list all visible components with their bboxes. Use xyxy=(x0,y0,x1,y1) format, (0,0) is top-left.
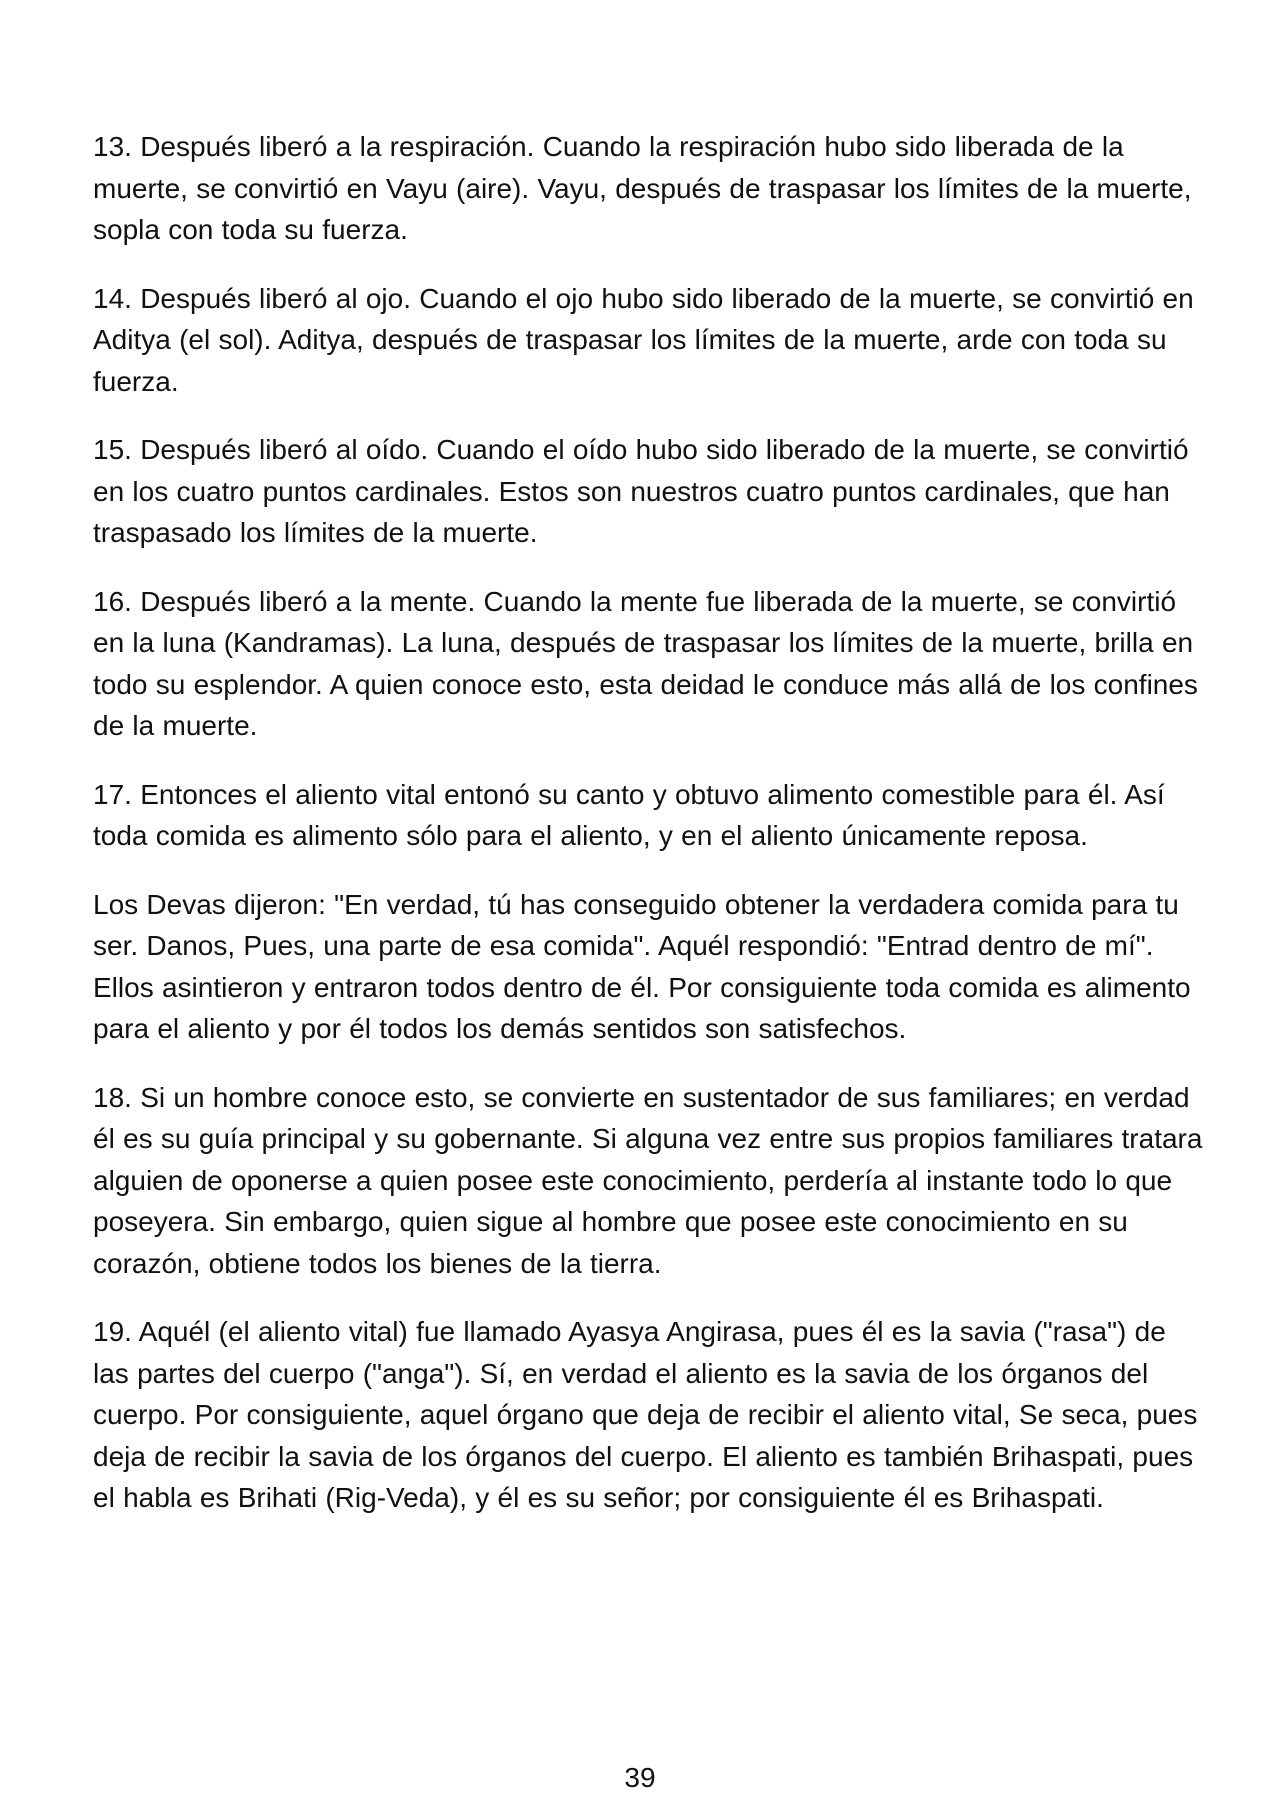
paragraph-17: 17. Entonces el aliento vital entonó su canto y obtuvo alimento comestible para él. Así toda comida es alimento sólo para el aliento, y en el aliento únicamente reposa. xyxy=(93,778,1165,851)
paragraph-19: 19. Aquél (el aliento vital) fue llamado Ayasya Angirasa, pues él es la savia ("rasa") de las partes del cuerpo ("anga"). Sí, en verdad el aliento es la savia de los órganos del cuerpo. Por consiguiente, aquel órgano que deja de recibir el aliento vital, Se seca, pues deja de recibir la savia de los órganos del cuerpo. El aliento es también Brihaspati, pues el habla es Brihati (Rig-Veda), y él es su señor; por consiguiente él es Brihaspati. xyxy=(93,1316,1198,1513)
paragraph-13: 13. Después liberó a la respiración. Cuando la respiración hubo sido liberada de la muerte, se convirtió en Vayu (aire). Vayu, después de traspasar los límites de la muerte, sopla con toda su fuerza. xyxy=(93,131,1192,245)
page-body xyxy=(93,126,1203,1546)
paragraph-14: 14. Después liberó al ojo. Cuando el ojo hubo sido liberado de la muerte, se convirtió en Aditya (el sol). Aditya, después de traspasar los límites de la muerte, arde con toda su fuerza. xyxy=(93,282,1194,397)
paragraph-16: 16. Después liberó a la mente. Cuando la mente fue liberada de la muerte, se convirtió en la luna (Kandramas). La luna, después de traspasar los límites de la muerte, brilla en todo su esplendor. A quien conoce esto, esta deidad le conduce más allá de los confines de la muerte. xyxy=(93,585,1198,741)
paragraph-devas: Los Devas dijeron: "En verdad, tú has conseguido obtener la verdadera comida para tu ser. Danos, Pues, una parte de esa comida". Aquél respondió: "Entrad dentro de mí". Ellos asintieron y entraron todos dentro de él. Por consiguiente toda comida es alimento para el aliento y por él todos los demás sentidos son satisfechos. xyxy=(93,888,1191,1044)
paragraph-15: 15. Después liberó al oído. Cuando el oído hubo sido liberado de la muerte, se convirtió en los cuatro puntos cardinales. Estos son nuestros cuatro puntos cardinales, que han traspasado los límites de la muerte. xyxy=(93,434,1189,548)
page-number: 39 xyxy=(624,1762,656,1793)
paragraph-18: 18. Si un hombre conoce esto, se convierte en sustentador de sus familiares; en verdad él es su guía principal y su gobernante. Si alguna vez entre sus propios familiares tratara alguien de oponerse a quien posee este conocimiento, perdería al instante todo lo que poseyera. Sin embargo, quien sigue al hombre que posee este conocimiento en su corazón, obtiene todos los bienes de la tierra. xyxy=(93,1081,1203,1279)
